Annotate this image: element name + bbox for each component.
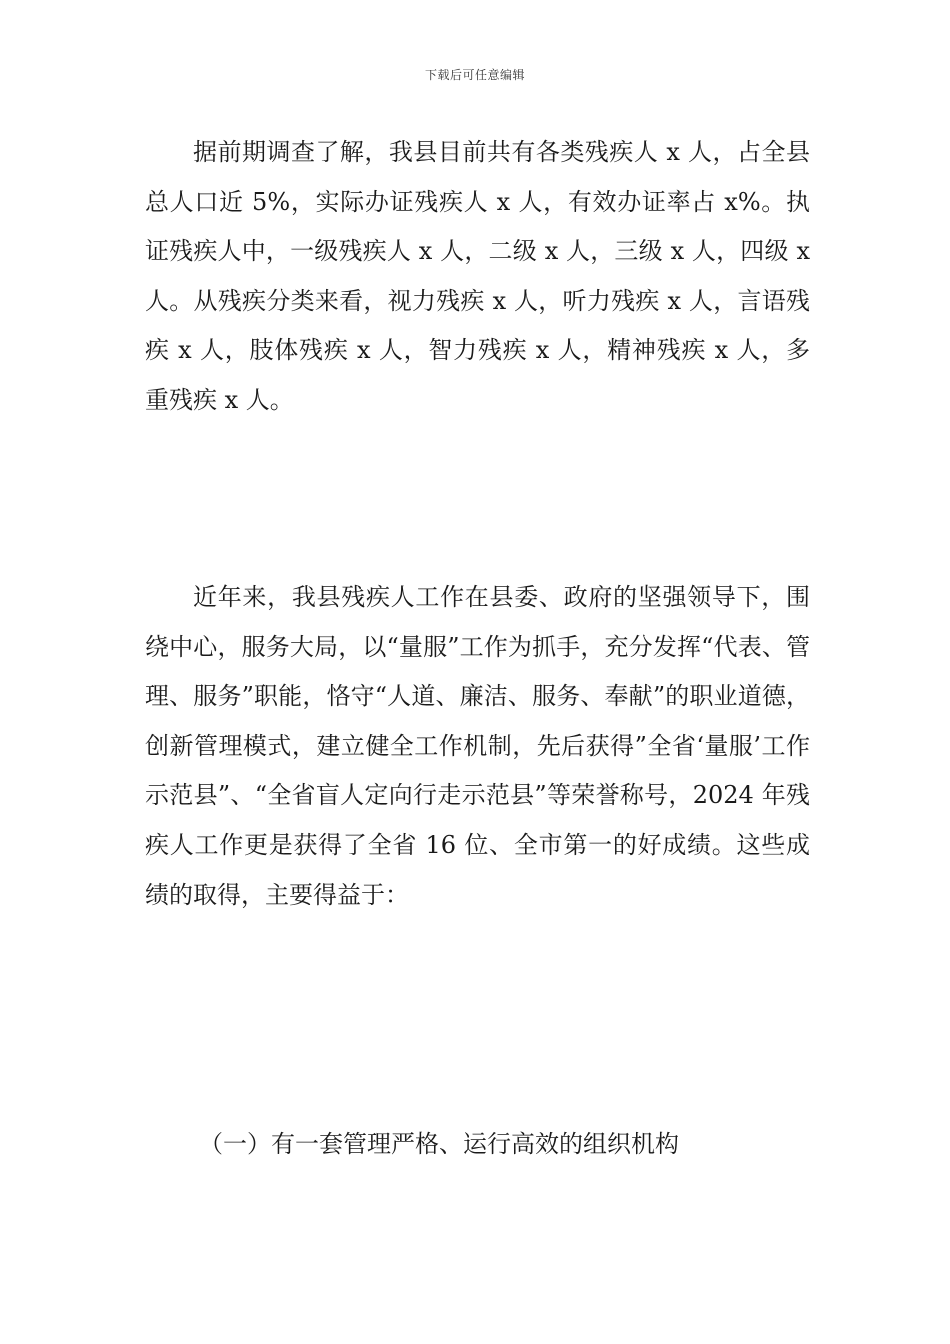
page-header: 下载后可任意编辑	[424, 68, 525, 82]
paragraph-disability-statistics: 据前期调查了解，我县目前共有各类残疾人 x 人，占全县总人口近 5%，实际办证残疾人 x 人，有效办证率占 x%。执证残疾人中，一级残疾人 x 人，二级 x 人，三级 x 人，四级 x 人。从残疾分类来看，视力残疾 x 人，听力残疾 x 人，言语残疾 x 人，肢体残疾 x 人，智力残疾 x 人，精神残疾 x 人，多重残疾 x 人。	[145, 138, 810, 414]
section-heading: （一）有一套管理严格、运行高效的组织机构	[199, 1130, 679, 1158]
paragraph-work-achievements: 近年来，我县残疾人工作在县委、政府的坚强领导下，围绕中心，服务大局，以“量服”工作为抓手，充分发挥“代表、管理、服务”职能，恪守“人道、廉洁、服务、奉献”的职业道德，创新管理模式，建立健全工作机制，先后获得”全省‘量服’工作示范县”、“全省盲人定向行走示范县”等荣誉称号，2024 年残疾人工作更是获得了全省 16 位、全市第一的好成绩。这些成绩的取得，主要得益于：	[145, 583, 810, 909]
